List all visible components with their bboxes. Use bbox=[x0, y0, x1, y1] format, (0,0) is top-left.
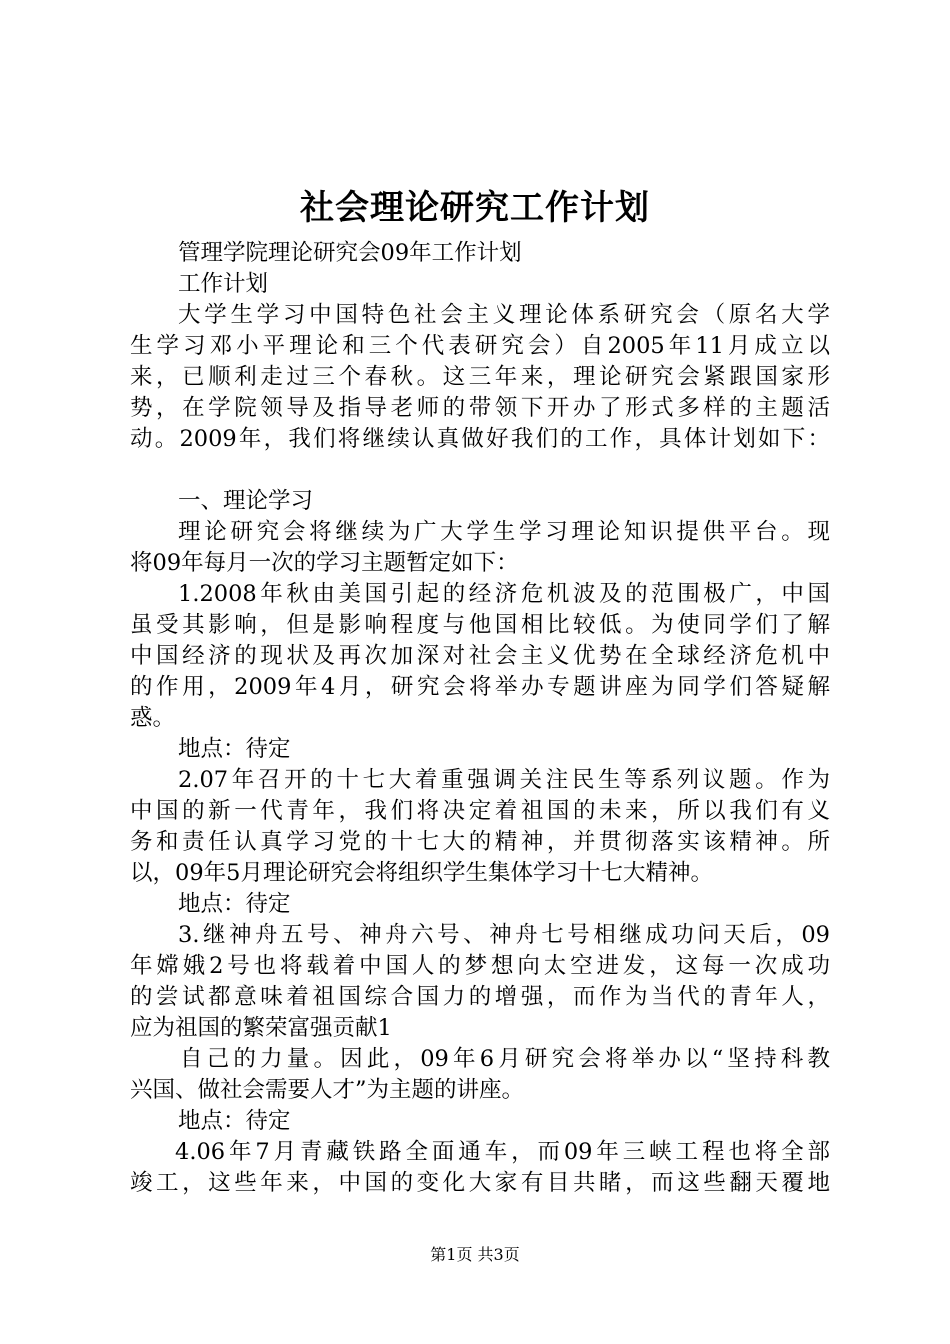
paragraph-line: 1.2008年秋由美国引起的经济危机波及的范围极广，中国 bbox=[178, 581, 830, 607]
paragraph-line: 兴国、做社会需要人才”为主题的讲座。 bbox=[130, 1077, 525, 1103]
paragraph-line: 管理学院理论研究会09年工作计划 bbox=[178, 240, 522, 266]
location-line: 地点：待定 bbox=[178, 736, 291, 762]
paragraph-line: 以，09年5月理论研究会将组织学生集体学习十七大精神。 bbox=[130, 860, 713, 886]
paragraph-line: 中国经济的现状及再次加深对社会主义优势在全球经济危机中 bbox=[130, 643, 830, 669]
paragraph-line: 将09年每月一次的学习主题暂定如下： bbox=[130, 550, 519, 576]
paragraph-line: 自己的力量。因此，09年6月研究会将举办以“坚持科教 bbox=[180, 1046, 830, 1072]
paragraph-line: 务和责任认真学习党的十七大的精神，并贯彻落实该精神。所 bbox=[130, 829, 830, 855]
paragraph-line: 理论研究会将继续为广大学生学习理论知识提供平台。现 bbox=[178, 519, 830, 545]
paragraph-line: 4.06年7月青藏铁路全面通车，而09年三峡工程也将全部 bbox=[175, 1139, 830, 1165]
paragraph-line: 应为祖国的繁荣富强贡献1 bbox=[130, 1015, 392, 1041]
section-heading: 一、理论学习 bbox=[178, 488, 314, 514]
paragraph-line: 3.继神舟五号、神舟六号、神舟七号相继成功问天后，09 bbox=[178, 922, 830, 948]
paragraph-line: 的尝试都意味着祖国综合国力的增强，而作为当代的青年人， bbox=[130, 984, 830, 1010]
paragraph-line: 势，在学院领导及指导老师的带领下开办了形式多样的主题活 bbox=[130, 395, 830, 421]
paragraph-line: 竣工，这些年来，中国的变化大家有目共睹，而这些翻天覆地 bbox=[130, 1170, 830, 1196]
paragraph-line: 2.07年召开的十七大着重强调关注民生等系列议题。作为 bbox=[178, 767, 830, 793]
document-body bbox=[130, 238, 830, 1199]
paragraph-line: 的作用，2009年4月，研究会将举办专题讲座为同学们答疑解 bbox=[130, 674, 830, 700]
blank-line bbox=[130, 455, 830, 486]
paragraph-line: 来，已顺利走过三个春秋。这三年来，理论研究会紧跟国家形 bbox=[130, 364, 830, 390]
paragraph-line: 中国的新一代青年，我们将决定着祖国的未来，所以我们有义 bbox=[130, 798, 830, 824]
paragraph-line: 生学习邓小平理论和三个代表研究会）自2005年11月成立以 bbox=[130, 333, 830, 359]
paragraph-line: 年嫦娥2号也将载着中国人的梦想向太空进发，这每一次成功 bbox=[130, 953, 830, 979]
paragraph-line: 动。2009年，我们将继续认真做好我们的工作，具体计划如下： bbox=[130, 426, 830, 452]
paragraph-line: 大学生学习中国特色社会主义理论体系研究会（原名大学 bbox=[178, 302, 830, 328]
location-line: 地点：待定 bbox=[178, 1108, 291, 1134]
location-line: 地点：待定 bbox=[178, 891, 291, 917]
document-title: 社会理论研究工作计划 bbox=[300, 188, 650, 228]
paragraph-line: 虽受其影响，但是影响程度与他国相比较低。为使同学们了解 bbox=[130, 612, 830, 638]
page-footer: 第1页 共3页 bbox=[430, 1245, 520, 1264]
paragraph-line: 工作计划 bbox=[178, 271, 269, 297]
paragraph-line: 惑。 bbox=[130, 705, 176, 731]
